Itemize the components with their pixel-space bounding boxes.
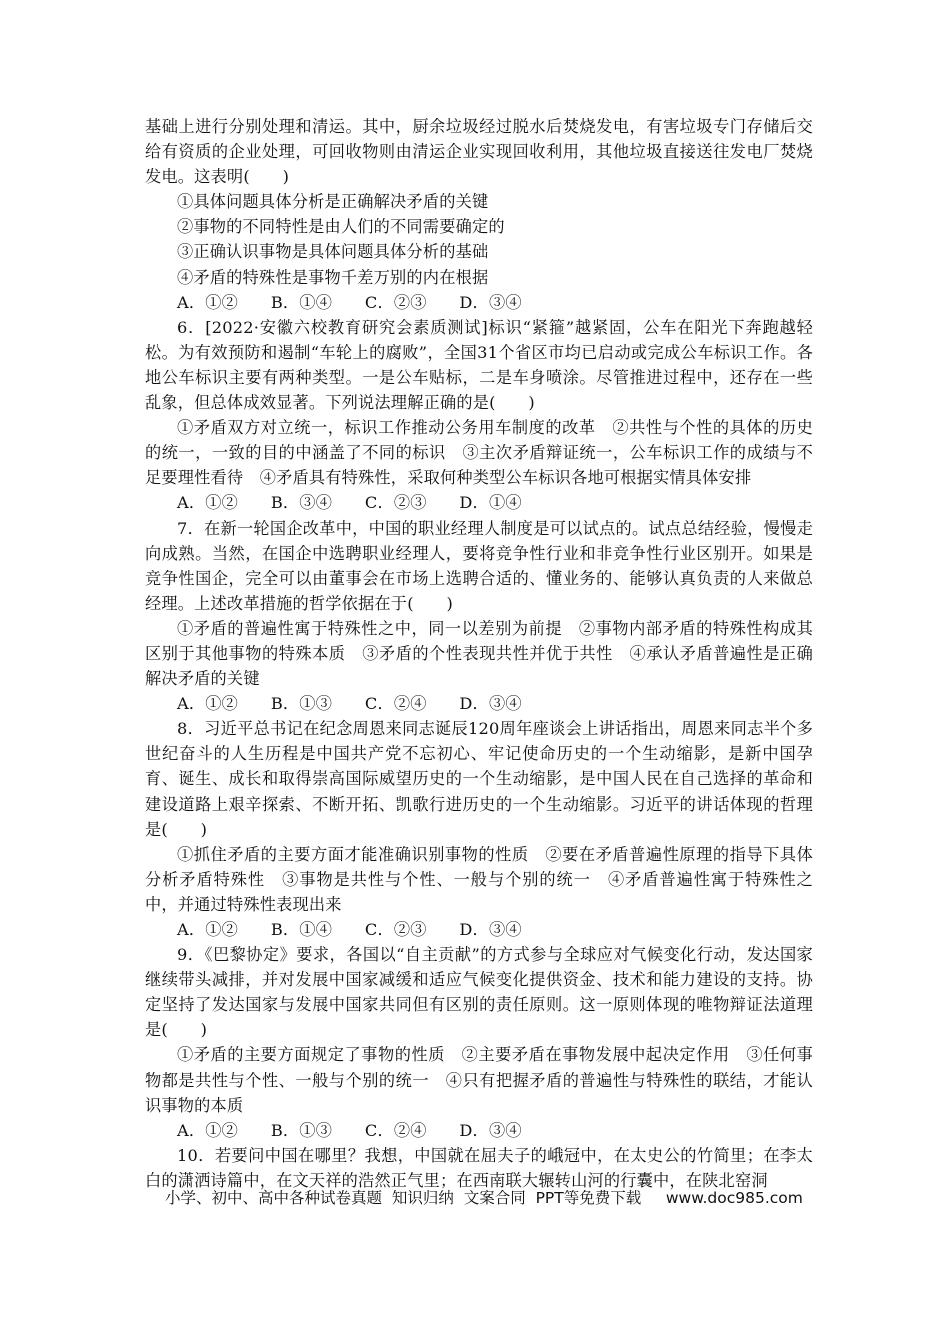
q9-options: A．①② B．①③ C．②④ D．③④ [177,1120,522,1140]
q5-statement-2: ②事物的不同特性是由人们的不同需要确定的 [177,217,505,237]
q6-options: A．①② B．③④ C．②③ D．①④ [177,493,522,513]
q5-stem-tail: 基础上进行分别处理和清运。其中，厨余垃圾经过脱水后焚烧发电，有害垃圾专门存储后交给有资质的企业处理，可回收物则由清运企业实现回收利用，其他垃圾直接送往发电厂焚烧发电。这表明( ) [145,117,813,187]
q5-statement-4: ④矛盾的特殊性是事物千差万别的内在根据 [177,267,489,287]
q5-options: A．①② B．①④ C．②③ D．③④ [177,292,522,312]
q9-statements: ①矛盾的主要方面规定了事物的性质 ②主要矛盾在事物发展中起决定作用 ③任何事物都是共性与个性、一般与个别的统一 ④只有把握矛盾的普遍性与特殊性的联结，才能认识事物的本质 [145,1045,813,1115]
q6-stem: 6．[2022·安徽六校教育研究会素质测试]标识“紧箍”越紧固，公车在阳光下奔跑越轻松。为有效预防和遏制“车轮上的腐败”，全国31个省区市均已启动或完成公车标识工作。各地公车标识主要有两种类型。一是公车贴标，二是车身喷涂。尽管推进过程中，还存在一些乱象，但总体成效显著。下列说法理解正确的是( ) [145,317,813,413]
q8-stem: 8．习近平总书记在纪念周恩来同志诞辰120周年座谈会上讲话指出，周恩来同志半个多世纪奋斗的人生历程是中国共产党不忘初心、牢记使命历史的一个生动缩影，是新中国孕育、诞生、成长和取得崇高国际威望历史的一个生动缩影，是中国人民在自己选择的革命和建设道路上艰辛探索、不断开拓、凯歌行进历史的一个生动缩影。习近平的讲话体现的哲理是( ) [145,719,813,839]
q8-options: A．①② B．①④ C．②③ D．③④ [177,920,522,939]
page-footer: 小学、初中、高中各种试卷真题 知识归纳 文案合同 PPT等免费下载 www.doc985.com [165,1189,803,1207]
q5-statement-3: ③正确认识事物是具体问题具体分析的基础 [177,242,489,262]
q7-statements: ①矛盾的普遍性寓于特殊性之中，同一以差别为前提 ②事物内部矛盾的特殊性构成其区别于其他事物的特殊本质 ③矛盾的个性表现共性并优于共性 ④承认矛盾普遍性是正确解决矛盾的关键 [145,618,813,689]
q10-stem: 10．若要问中国在哪里？我想，中国就在屈夫子的峨冠中，在太史公的竹简里；在李太白的潇洒诗篇中，在文天祥的浩然正气里；在西南联大辗转山河的行囊中，在陕北窑洞 [145,1145,813,1190]
q8-statements: ①抓住矛盾的主要方面才能准确识别事物的性质 ②要在矛盾普遍性原理的指导下具体分析矛盾特殊性 ③事物是共性与个性、一般与个别的统一 ④矛盾普遍性寓于特殊性之中，并通过特殊性表现出来 [145,844,813,914]
q7-options: A．①② B．①③ C．②④ D．③④ [177,694,522,714]
question-content [145,114,813,1193]
q9-stem: 9．《巴黎协定》要求，各国以“自主贡献”的方式参与全球应对气候变化行动，发达国家继续带头减排，并对发展中国家减缓和适应气候变化提供资金、技术和能力建设的支持。协定坚持了发达国家与发展中国家共同但有区别的责任原则。这一原则体现的唯物辩证法道理是( ) [145,945,813,1040]
q7-stem: 7．在新一轮国企改革中，中国的职业经理人制度是可以试点的。试点总结经验，慢慢走向成熟。当然，在国企中选聘职业经理人，要将竞争性行业和非竞争性行业区别开。如果是竞争性国企，完全可以由董事会在市场上选聘合适的、懂业务的、能够认真负责的人来做总经理。上述改革措施的哲学依据在于( ) [145,518,813,613]
q6-statements: ①矛盾双方对立统一，标识工作推动公务用车制度的改革 ②共性与个性的具体的历史的统一，一致的目的中涵盖了不同的标识 ③主次矛盾辩证统一，公车标识工作的成绩与不足要理性看待 ④矛盾具有特殊性，采取何种类型公车标识各地可根据实情具体安排 [145,418,813,488]
q5-statement-1: ①具体问题具体分析是正确解决矛盾的关键 [177,192,489,212]
